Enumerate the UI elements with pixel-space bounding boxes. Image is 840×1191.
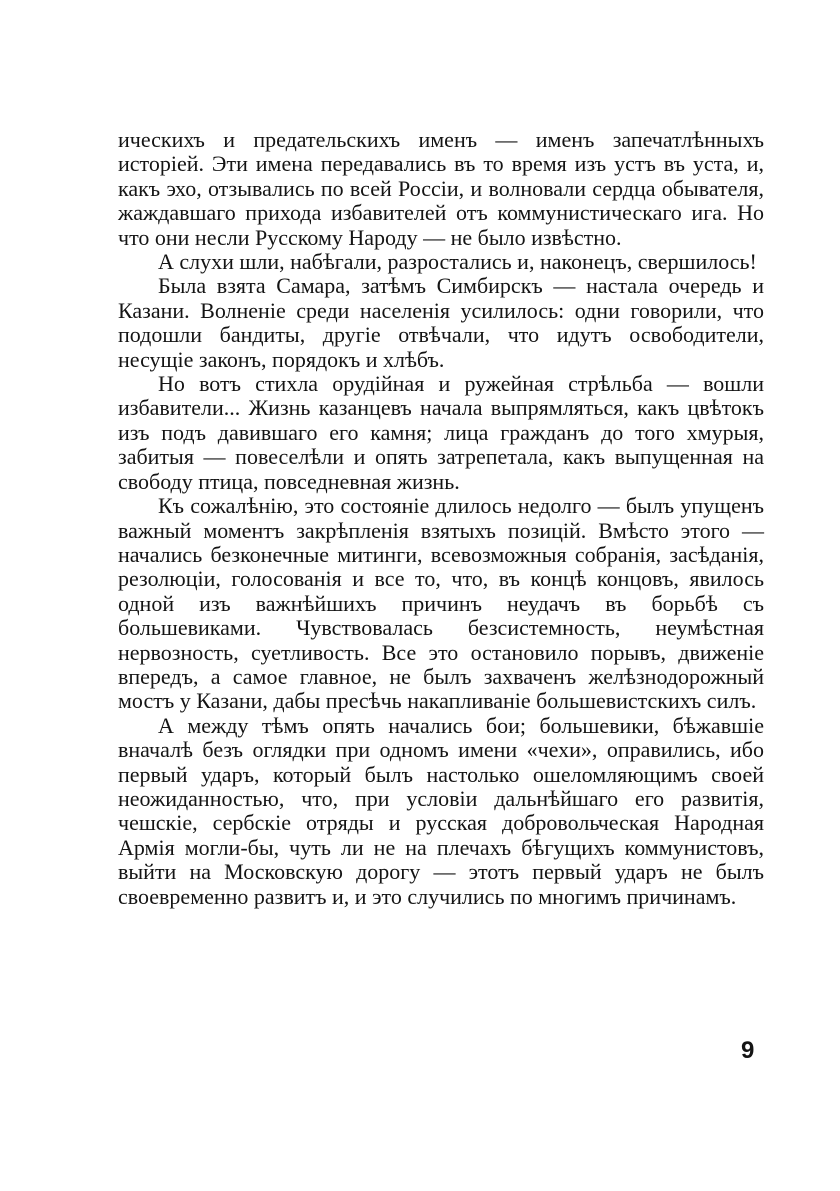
paragraph-1: ическихъ и предательскихъ именъ — именъ запечатлѣнныхъ исторіей. Эти имена передавались въ то время изъ устъ въ уста, и, какъ эхо, отзывались по всей Россіи, и волновали сердца обывателя, жаждавшаго прихода избавителей отъ коммунистическаго ига. Но что они несли Русскому Народу — не было извѣстно. <box>118 127 764 250</box>
paragraph-4: Но вотъ стихла орудійная и ружейная стрѣльба — вошли избавители... Жизнь казанцевъ начала выпрямляться, какъ цвѣтокъ изъ подъ давившаго его камня; лица гражданъ до того хмурыя, забитыя — повеселѣли и опять затрепетала, какъ выпущенная на свободу птица, повседневная жизнь. <box>118 371 764 494</box>
body-text <box>118 128 764 909</box>
paragraph-5: Къ сожалѣнію, это состояніе длилось недолго — былъ упущенъ важный моментъ закрѣпленія взятыхъ позицій. Вмѣсто этого — начались безконечные митинги, всевозможныя собранія, засѣданія, резолюціи, голосованія и все то, что, въ концѣ концовъ, явилось одной изъ важнѣйшихъ причинъ неудачъ въ борьбѣ съ большевиками. Чувствовалась безсистемность, неумѣстная нервозность, суетливость. Все это остановило порывъ, движеніе впередъ, а самое главное, не былъ захваченъ желѣзнодорожный мостъ у Казани, дабы пресѣчь накапливаніе большевистскихъ силъ. <box>118 493 764 714</box>
paragraph-6: А между тѣмъ опять начались бои; большевики, бѣжавшіе вначалѣ безъ оглядки при одномъ имени «чехи», оправились, ибо первый ударъ, который былъ настолько ошеломляющимъ своей неожиданностью, что, при условіи дальнѣйшаго его развитія, чешскіе, сербскіе отряды и русская добровольческая Народная Армія могли-бы, чуть ли не на плечахъ бѣгущихъ коммунистовъ, выйти на Московскую дорогу — этотъ первый ударъ не былъ своевременно развитъ и, и это случились по многимъ причинамъ. <box>118 712 764 909</box>
paragraph-3: Была взята Самара, затѣмъ Симбирскъ — настала очередь и Казани. Волненіе среди населенія усилилось: одни говорили, что подошли бандиты, другіе отвѣчали, что идутъ освободители, несущіе законъ, порядокъ и хлѣбъ. <box>118 273 764 372</box>
page-number: 9 <box>741 1037 755 1064</box>
paragraph-2: А слухи шли, набѣгали, разростались и, наконецъ, свершилось! <box>158 249 757 275</box>
